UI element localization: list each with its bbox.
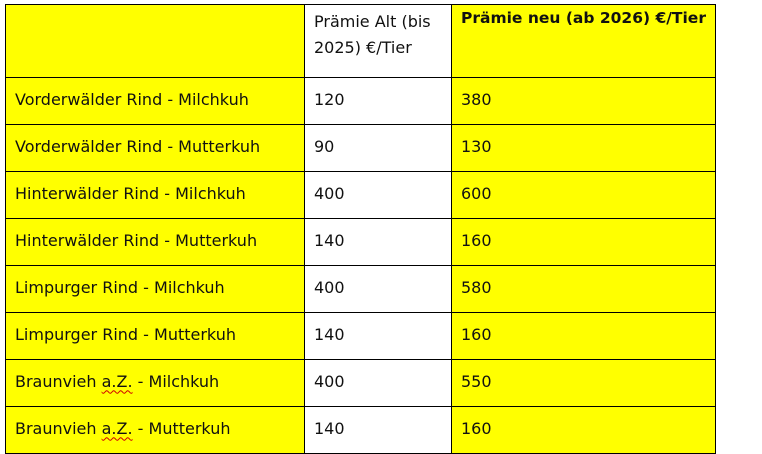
table-row — [6, 360, 716, 407]
table-row — [6, 172, 716, 219]
breed-cell: Hinterwälder Rind - Milchkuh — [6, 172, 305, 219]
spellcheck-word: a.Z. — [101, 371, 133, 391]
old-premium-cell: 140 — [305, 219, 452, 266]
table-row — [6, 219, 716, 266]
table-row — [6, 313, 716, 360]
breed-cell: Braunvieh a.Z. - Mutterkuh — [6, 407, 305, 454]
table-row — [6, 407, 716, 454]
old-premium-cell: 120 — [305, 78, 452, 125]
old-premium-cell: 400 — [305, 360, 452, 407]
breed-cell: Vorderwälder Rind - Milchkuh — [6, 78, 305, 125]
new-premium-cell: 580 — [452, 266, 716, 313]
premium-table — [5, 4, 716, 454]
breed-cell: Vorderwälder Rind - Mutterkuh — [6, 125, 305, 172]
old-premium-cell: 90 — [305, 125, 452, 172]
breed-cell: Braunvieh a.Z. - Milchkuh — [6, 360, 305, 407]
table-row — [6, 125, 716, 172]
new-premium-cell: 380 — [452, 78, 716, 125]
new-premium-cell: 130 — [452, 125, 716, 172]
table-row — [6, 78, 716, 125]
breed-cell: Limpurger Rind - Mutterkuh — [6, 313, 305, 360]
spellcheck-word: a.Z. — [101, 418, 133, 438]
old-premium-cell: 400 — [305, 172, 452, 219]
old-premium-cell: 140 — [305, 313, 452, 360]
table-row — [6, 266, 716, 313]
old-premium-cell: 400 — [305, 266, 452, 313]
header-old-premium: Prämie Alt (bis 2025) €/Tier — [305, 5, 452, 78]
new-premium-cell: 160 — [452, 407, 716, 454]
header-breed-cell — [6, 5, 305, 78]
header-new-premium: Prämie neu (ab 2026) €/Tier — [452, 5, 716, 78]
breed-cell: Hinterwälder Rind - Mutterkuh — [6, 219, 305, 266]
new-premium-cell: 600 — [452, 172, 716, 219]
old-premium-cell: 140 — [305, 407, 452, 454]
new-premium-cell: 160 — [452, 219, 716, 266]
table-header-row — [6, 5, 716, 78]
breed-cell: Limpurger Rind - Milchkuh — [6, 266, 305, 313]
new-premium-cell: 550 — [452, 360, 716, 407]
new-premium-cell: 160 — [452, 313, 716, 360]
